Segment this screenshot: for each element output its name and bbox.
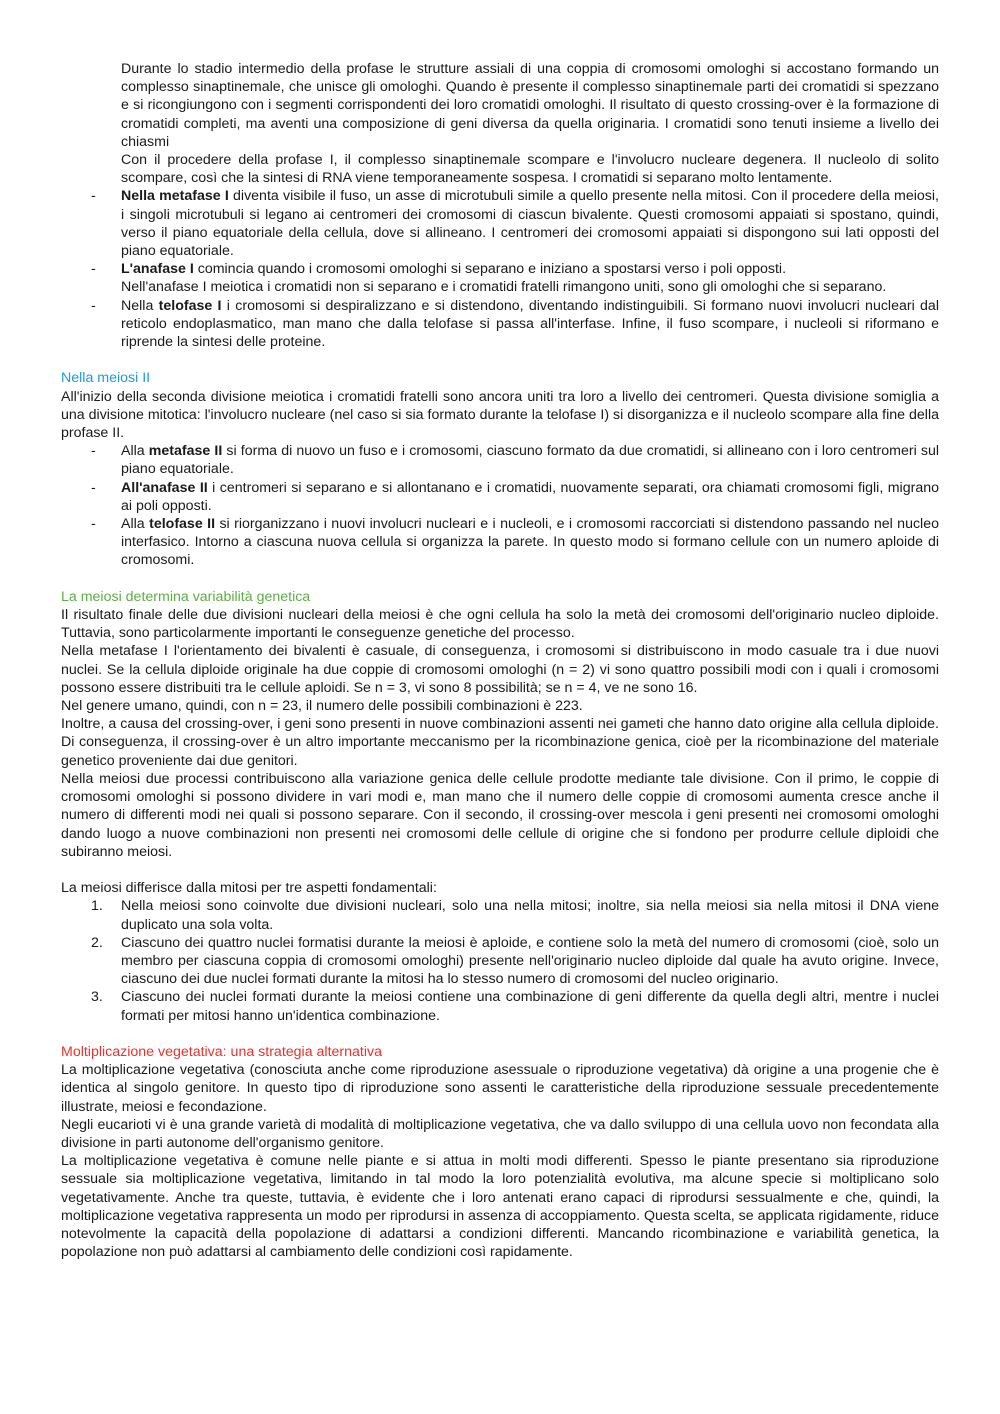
vegetativa-paragraph: Negli eucarioti vi è una grande varietà di modalità di moltiplicazione vegetativa, che va dallo sviluppo di una cellula uovo non fecondata alla divisione in parti autonome dell'organismo genitore. [61, 1116, 939, 1151]
list-item-text: i centromeri si separano e si allontanano e i cromatidi, nuovamente separati, ora chiamati cromosomi figli, migrano ai poli opposti. [121, 479, 939, 514]
variabilita-paragraph: Nella metafase I l'orientamento dei bivalenti è casuale, di conseguenza, i cromosomi si distribuiscono in modo casuale tra i due nuovi nuclei. Se la cellula diploide originale ha due coppie di cromosomi omologhi (n = 2) vi sono quattro possibili modi con i quali i cromosomi possono essere distribuiti tra le cellule aploidi. Se n = 3, vi sono 8 possibilità; se n = 4, ve ne sono 16. [61, 643, 939, 696]
variabilita-paragraph: Inoltre, a causa del crossing-over, i geni sono presenti in nuove combinazioni assenti nei gameti che hanno dato origine alla cellula diploide. Di conseguenza, il crossing-over è un altro importante meccanismo per la ricombinazione genica, cioè per la ricombinazione del materiale genetico proveniente dai due genitori. [61, 716, 939, 769]
list-item-prefix: Nella [121, 297, 159, 314]
numbered-item-text: Ciascuno dei quattro nuclei formatisi durante la meiosi è aploide, e contiene solo la metà del numero di cromosomi (cioè, solo un membro per ciascuna coppia di cromosomi omologhi) presente nell'originario nucleo diploide dal quale ha avuto origine. Invece, ciascuno dei due nuclei formati durante la mitosi ha lo stesso numero di cromosomi del nucleo originario. [121, 934, 939, 988]
numbered-item-text: Nella meiosi sono coinvolte due divisioni nucleari, solo una nella mitosi; inoltre, sia nella meiosi sia nella mitosi il DNA viene duplicato una sola volta. [121, 898, 939, 933]
differenze-intro: La meiosi differisce dalla mitosi per tre aspetti fondamentali: [61, 880, 437, 897]
list-bullet: - [91, 479, 96, 496]
document-page [61, 60, 939, 1261]
numbered-item [61, 897, 939, 933]
list-item-prefix: Alla [121, 516, 150, 533]
numbered-item-text: Ciascuno dei nuclei formati durante la meiosi contiene una combinazione di geni differente da quella degli altri, mentre i nuclei formati per mitosi hanno un'identica combinazione. [121, 989, 939, 1024]
list-item-prefix: Alla [121, 443, 149, 460]
list-item-text: si forma di nuovo un fuso e i cromosomi, ciascuno formato da due cromatidi, si allineano con i loro centromeri sul piano equatoriale. [121, 443, 939, 478]
list-bullet: - [91, 188, 96, 205]
list-bullet: - [91, 297, 96, 314]
term-telofase-1: telofase I [158, 297, 222, 314]
list-number: 1. [91, 898, 103, 915]
term-metafase-2: metafase II [148, 443, 223, 460]
list-item-extra-text: Nell'anafase I meiotica i cromatidi non si separano e i cromatidi fratelli rimangono uniti, sono gli omologhi che si separano. [121, 279, 887, 296]
meiosi-2-paragraph: All'inizio della seconda divisione meiotica i cromatidi fratelli sono ancora uniti tra loro a livello dei centromeri. Questa divisione somiglia a una divisione mitotica: l'involucro nucleare (nel caso si sia formato durante la telofase I) si disorganizza e il nucleolo scompare alla fine della profase II. [61, 388, 939, 442]
numbered-item [61, 988, 939, 1024]
variabilita-paragraph: Nella meiosi due processi contribuiscono alla variazione genica delle cellule prodotte mediante tale divisione. Con il primo, le coppie di cromosomi omologhi si possono dividere in vari modi e, man mano che il numero delle coppie di cromosomi aumenta cresce anche il numero di differenti modi nei quali si possono separare. Con il secondo, il crossing-over mescola i geni presenti nei cromosomi omologhi dando luogo a nuove combinazioni non presenti nei cromosomi delle cellule di origine che si fondono per produrre cellule diploidi che subiranno meiosi. [61, 770, 939, 860]
list-item-anafase-2 [61, 479, 939, 515]
list-item-text: diventa visibile il fuso, un asse di microtubuli simile a quello presente nella mitosi. Con il procedere della meiosi, i singoli microtubuli si legano ai centromeri dei cromosomi di ciascun bivalente. Questi cromosomi appaiati si spostano, quindi, verso il piano equatoriale della cellula, dove si allineano. I centromeri dei cromosomi appaiati si dispongono sui lati opposti del piano equatoriale. [121, 188, 939, 260]
list-number: 2. [91, 934, 103, 951]
vegetativa-paragraph: La moltiplicazione vegetativa (conosciuta anche come riproduzione asessuale o riproduzione vegetativa) dà origine a una progenie che è identica al singolo genitore. In questo tipo di riproduzione sono assenti le caratteristiche della riproduzione sessuale precedentemente illustrate, meiosi e fecondazione. [61, 1062, 939, 1115]
variabilita-paragraph: Il risultato finale delle due divisioni nucleari della meiosi è che ogni cellula ha solo la metà dei cromosomi dell'originario nucleo diploide. Tuttavia, sono particolarmente importanti le conseguenze genetiche del processo. [61, 607, 939, 642]
list-number: 3. [91, 989, 103, 1006]
section-heading-variabilita: La meiosi determina variabilità genetica [61, 588, 311, 605]
list-item-metafase-1 [61, 187, 939, 260]
term-anafase-1: L'anafase I [121, 261, 194, 278]
list-item-telofase-1 [61, 297, 939, 352]
list-item-anafase-1 [61, 260, 939, 296]
list-bullet: - [91, 261, 96, 278]
list-item-text: i cromosomi si despiralizzano e si distendono, diventando indistinguibili. Si formano nuovi involucri nucleari dal reticolo endoplasmatico, man mano che dalla telofase si passa all'interfase. Infine, il fuso scompare, i nucleoli si riformano e riprende la sintesi delle proteine. [121, 297, 939, 351]
term-telofase-2: telofase II [149, 516, 216, 533]
variabilita-paragraph: Nel genere umano, quindi, con n = 23, il numero delle possibili combinazioni è 223. [61, 698, 583, 715]
section-heading-vegetativa: Moltiplicazione vegetativa: una strategia alternativa [61, 1043, 382, 1060]
vegetativa-paragraph: La moltiplicazione vegetativa è comune nelle piante e si attua in molti modi differenti. Spesso le piante presentano sia riproduzione sessuale sia moltiplicazione vegetativa, limitando in tal modo la loro potenzialità evolutiva, ma alcune specie si moltiplicano solo vegetativamente. Anche tra queste, tuttavia, è evidente che i loro antenati erano capaci di riprodursi sessualmente e che, quindi, la moltiplicazione vegetativa rappresenta un modo per riprodursi in assenza di accoppiamento. Questa scelta, se applicata rigidamente, riduce notevolmente la capacità della popolazione di adattarsi a condizioni differenti. Mancando ricombinazione e variabilità genetica, la popolazione non può adattarsi al cambiamento delle condizioni così rapidamente. [61, 1153, 939, 1261]
list-item-text: comincia quando i cromosomi omologhi si separano e iniziano a spostarsi verso i poli opposti. [193, 261, 787, 278]
list-bullet: - [91, 443, 96, 460]
term-anafase-2: All'anafase II [121, 479, 208, 496]
term-metafase-1: Nella metafase I [121, 188, 229, 205]
profase-paragraph-1: Durante lo stadio intermedio della profase le strutture assiali di una coppia di cromosomi omologhi si accostano formando un complesso sinaptinemale, che unisce gli omologhi. Quando è presente il complesso sinaptinemale parti dei cromatidi si spezzano e si ricongiungono con i segmenti corrispondenti dei loro cromatidi omologhi. Il risultato di questo crossing-over è la formazione di cromatidi completi, ma aventi una composizione di geni diversa da quella originaria. I cromatidi sono tenuti insieme a livello dei chiasmi [121, 61, 939, 150]
section-heading-meiosi-2: Nella meiosi II [61, 370, 151, 387]
profase-paragraph-2: Con il procedere della profase I, il complesso sinaptinemale scompare e l'involucro nucleare degenera. Il nucleolo di solito scompare, così che la sintesi di RNA viene temporaneamente sospesa. I cromatidi si separano molto lentamente. [121, 152, 939, 187]
list-item-text: si riorganizzano i nuovi involucri nucleari e i nucleoli, e i cromosomi raccorciati si distendono passando nel nucleo interfasico. Intorno a ciascuna nuova cellula si organizza la parete. In questo modo si formano cellule con un numero aploide di cromosomi. [121, 516, 939, 569]
list-item-telofase-2 [61, 515, 939, 570]
list-item-metafase-2 [61, 442, 939, 478]
numbered-item [61, 934, 939, 989]
list-bullet: - [91, 516, 96, 533]
